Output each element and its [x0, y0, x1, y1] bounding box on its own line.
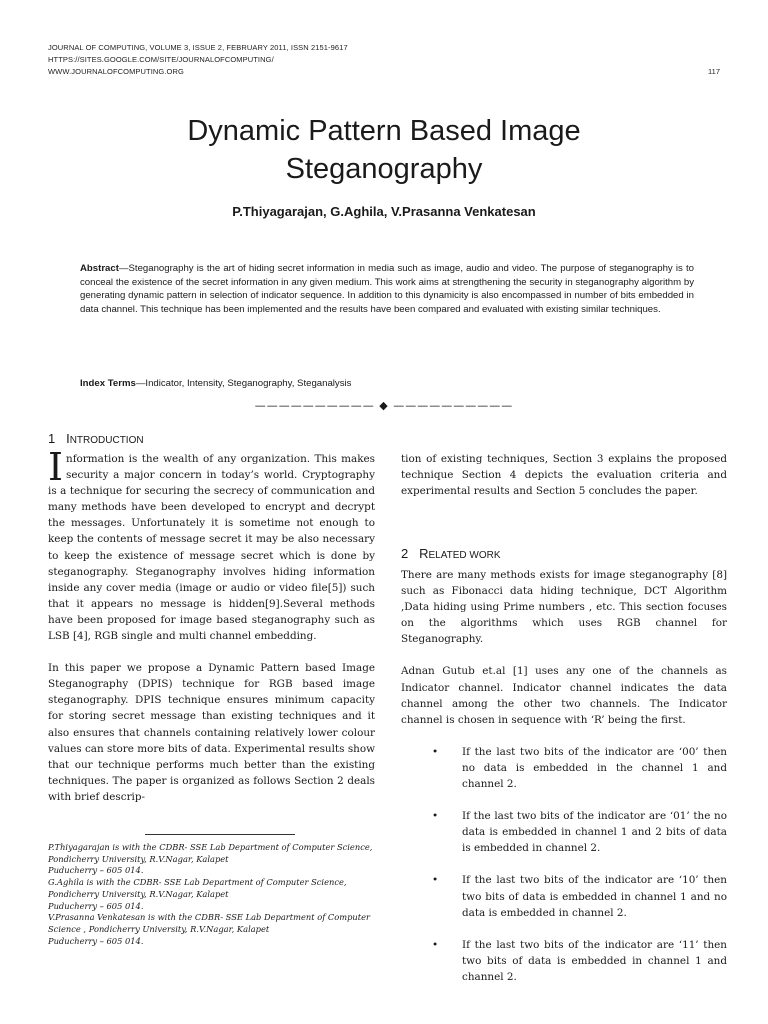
list-item — [401, 808, 727, 856]
intro-paragraph-1 — [48, 445, 375, 644]
intro-paragraph-2: In this paper we propose a Dynamic Pattern based Image Steganography (DPIS) technique for RGB based image steganography. DPIS technique ensures minimum capacity for storing secret message than existing techniques and it also ensures that channels containing relatively lower colour values can store more bits of data. Experimental results show that our technique performs much better than the existing techniques. The paper is organized as follows Section 2 deals with brief descrip- — [48, 662, 375, 803]
list-item-text: If the last two bits of the indicator are ‘01’ the no data is embedded in channel 1 and 2 bits of data is embedded in channel 2. — [462, 810, 727, 855]
drop-cap: I — [48, 445, 64, 489]
index-terms-label: Index Terms — [80, 378, 136, 389]
footnote-rule — [145, 834, 295, 835]
bullet-icon: • — [432, 745, 439, 758]
section-1-title-rest: NTRODUCTION — [69, 435, 144, 446]
page-number: 117 — [708, 67, 720, 76]
footnote-line: Puducherry – 605 014. — [48, 865, 144, 876]
journal-header-line-1: JOURNAL OF COMPUTING, VOLUME 3, ISSUE 2, FEBRUARY 2011, ISSN 2151-9617 — [48, 43, 348, 52]
intro-paragraph-1-text: nformation is the wealth of any organization. This makes security a major concern in today’s world. Cryptography is a technique for securing the secrecy of communication and many methods have been developed to encrypt and decrypt the messages. Unfortunately it is sometime not enough to keep the contents of message secret it may be also necessary to keep the existence of message secret which is done by steganography. Steganography involves hiding information inside any cover media (image or audio or video file[5]) such that it appears no message is hidden[9].Several methods have been proposed for image based steganography such as LSB [4], RGB single and multi channel embedding. — [48, 453, 375, 643]
footnote-line: Puducherry – 605 014. — [48, 900, 144, 911]
indicator-rules-list — [401, 744, 727, 985]
intro-paragraph-2-continued: tion of existing techniques, Section 3 explains the proposed technique Section 4 depicts the evaluation criteria and experimental results and Section 5 concludes the paper. — [401, 453, 727, 498]
section-1-heading — [48, 431, 144, 446]
related-work-paragraph-2: Adnan Gutub et.al [1] uses any one of the channels as Indicator channel. Indicator channel indicates the data channel among the other two channels. The Indicator channel is chosen in sequence with ‘R’ being the first. — [401, 665, 727, 726]
related-work-paragraph-1: There are many methods exists for image steganography [8] such as Fibonacci data hiding technique, DCT Algorithm ,Data hiding using Prime numbers , etc. This section focuses on the algorithms which uses RGB channel for Steganography. — [401, 569, 727, 646]
right-column-related-work — [401, 567, 727, 1001]
footnotes — [48, 842, 393, 947]
section-2-title-rest: ELATED WORK — [428, 550, 501, 561]
left-column — [48, 445, 375, 805]
section-divider: —————————— ◆ —————————— — [254, 399, 514, 412]
title-line-1: Dynamic Pattern Based Image — [187, 115, 581, 147]
bullet-icon: • — [432, 938, 439, 951]
journal-header-line-3: WWW.JOURNALOFCOMPUTING.ORG — [48, 67, 184, 76]
index-terms — [80, 378, 351, 389]
section-1-initial: I — [66, 431, 70, 446]
footnote-line: V.Prasanna Venkatesan is with the CDBR- SSE Lab Department of Computer Science , Pondicherry University, R.V.Nagar, Kalapet — [48, 912, 370, 934]
right-column-top — [401, 451, 727, 499]
list-item — [401, 744, 727, 792]
section-1-number: 1 — [48, 431, 56, 446]
journal-header-line-2: HTTPS://SITES.GOOGLE.COM/SITE/JOURNALOFCOMPUTING/ — [48, 55, 274, 64]
list-item — [401, 872, 727, 920]
index-terms-text: —Indicator, Intensity, Steganography, Steganalysis — [135, 378, 352, 389]
bullet-icon: • — [432, 810, 439, 823]
section-2-initial: R — [419, 546, 429, 561]
authors: P.Thiyagarajan, G.Aghila, V.Prasanna Venkatesan — [232, 204, 536, 219]
section-2-number: 2 — [401, 546, 409, 561]
bullet-icon: • — [432, 874, 439, 887]
abstract-label: Abstract — [80, 263, 119, 274]
list-item — [401, 937, 727, 985]
list-item-text: If the last two bits of the indicator are ‘10’ then two bits of data is embedded in channel 1 and no data is embedded in channel 2. — [462, 874, 727, 919]
title-line-2: Steganography — [285, 153, 483, 185]
footnote-line: P.Thiyagarajan is with the CDBR- SSE Lab Department of Computer Science, Pondicherry University, R.V.Nagar, Kalapet — [48, 842, 373, 864]
section-2-heading — [401, 546, 501, 561]
list-item-text: If the last two bits of the indicator are ‘11’ then two bits of data is embedded in channel 1 and channel 2. — [462, 938, 727, 983]
list-item-text: If the last two bits of the indicator are ‘00’ then no data is embedded in the channel 1 and channel 2. — [462, 745, 727, 791]
abstract-text: —Steganography is the art of hiding secret information in media such as image, audio and video. The purpose of steganography is to conceal the existence of the secret information in any given medium. This work aims at strengthening the security in steganography algorithm by generating dynamic pattern in selection of indicator sequence. In addition to this dynamicity is also encompassed in number of bits embedded in data channel. This technique has been implemented and the results have been compared and evaluated with existing similar techniques. — [80, 263, 694, 315]
abstract — [80, 262, 694, 316]
footnote-line: G.Aghila is with the CDBR- SSE Lab Department of Computer Science, Pondicherry University, R.V.Nagar, Kalapet — [48, 877, 347, 899]
paper-title — [0, 112, 768, 188]
footnote-line: Puducherry – 605 014. — [48, 935, 144, 946]
